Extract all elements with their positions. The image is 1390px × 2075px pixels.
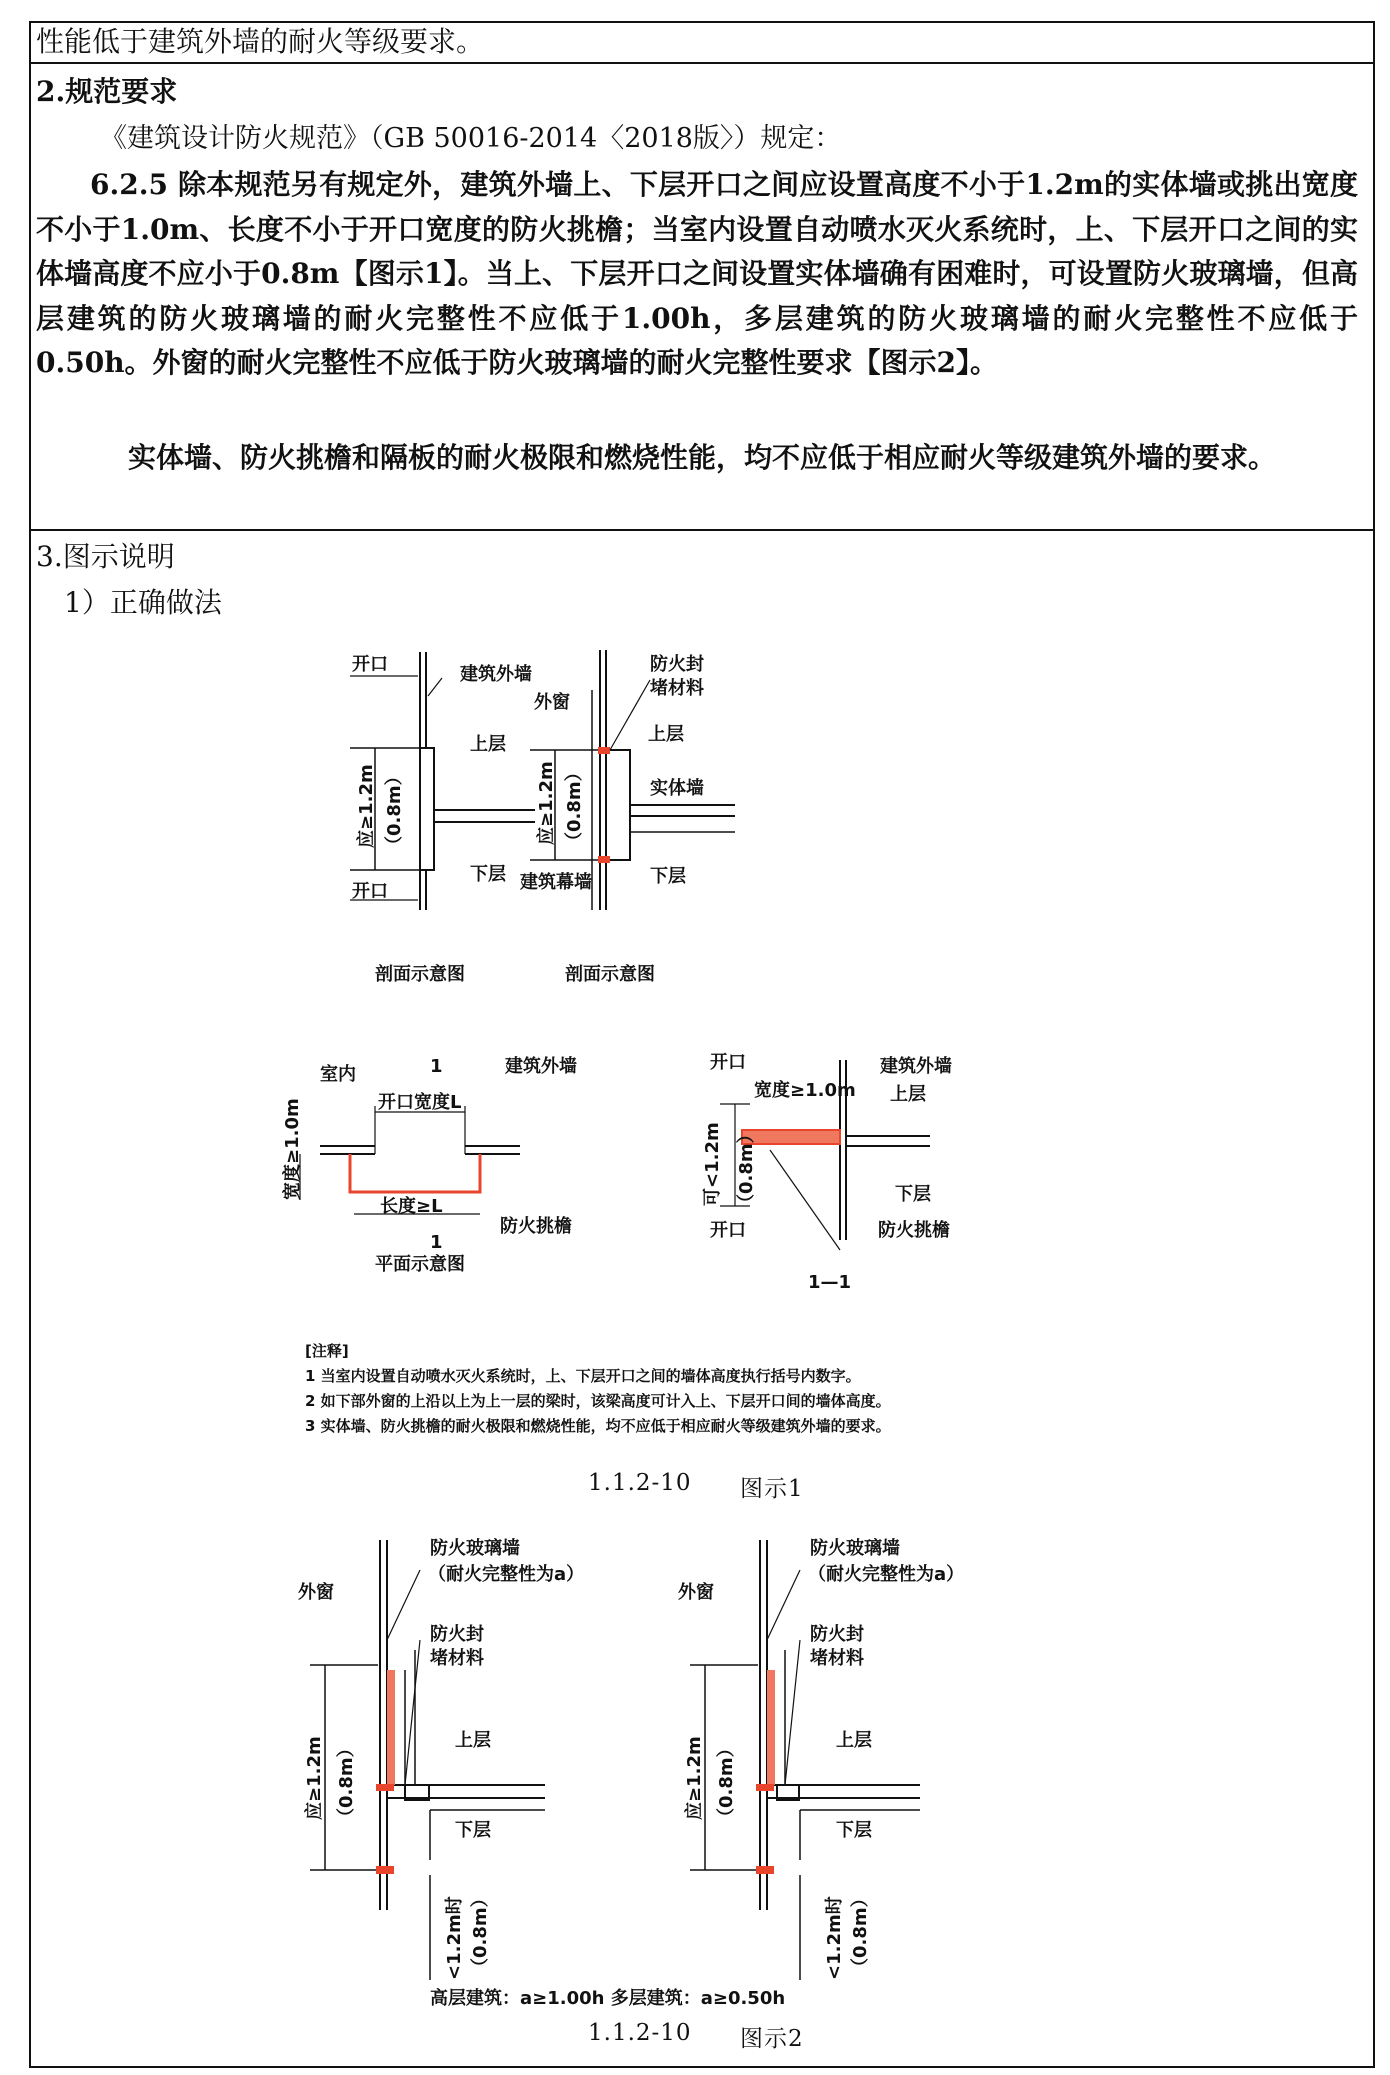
- d2-caption: 剖面示意图: [565, 964, 655, 985]
- f2-right-dim-low-alt: （0.8m）: [850, 1889, 871, 1976]
- f2-left-glass-wall: [387, 1670, 395, 1785]
- figure1-caption-num: 1.1.2-10: [588, 1470, 692, 1496]
- d4-opening-bottom: 开口: [710, 1220, 746, 1241]
- d4-opening-top: 开口: [710, 1052, 746, 1073]
- d2-dim-label: 应≥1.2m: [536, 761, 557, 845]
- f2-bottom-note: 高层建筑：a≥1.00h 多层建筑：a≥0.50h: [430, 1988, 786, 2009]
- f2-left-dim-alt: （0.8m）: [336, 1739, 357, 1826]
- d4-upper-label: 上层: [890, 1084, 926, 1105]
- clause-2-text: 实体墙、防火挑檐和隔板的耐火极限和燃烧性能，均不应低于相应耐火等级建筑外墙的要求。: [128, 441, 1277, 474]
- d3-caption: 平面示意图: [375, 1254, 465, 1275]
- d1-upper-label: 上层: [470, 734, 506, 755]
- d4-dim-label: 可<1.2m: [702, 1122, 723, 1206]
- figure1-diagram: [280, 640, 1030, 1470]
- f2-left-upper-label: 上层: [455, 1730, 491, 1751]
- f2-right-seal-bottom: [756, 1866, 774, 1874]
- section3-subheading: 1）正确做法: [64, 586, 222, 619]
- f2-right-dim-label: 应≥1.2m: [684, 1736, 705, 1820]
- d2-seal-top: [598, 747, 610, 754]
- d2-window-label: 外窗: [534, 692, 570, 713]
- d4-width-label: 宽度≥1.0m: [754, 1080, 856, 1101]
- note-1: 1 当室内设置自动喷水灭火系统时，上、下层开口之间的墙体高度执行括号内数字。: [305, 1367, 861, 1385]
- section2-heading: 2.规范要求: [36, 75, 178, 108]
- f2-left-dim-label: 应≥1.2m: [304, 1736, 325, 1820]
- f2-left-dim-low-alt: （0.8m）: [470, 1889, 491, 1976]
- clause-2: [36, 436, 1358, 481]
- top-line-text: 性能低于建筑外墙的耐火等级要求。: [36, 25, 485, 58]
- d2-curtain-wall-label: 建筑幕墙: [520, 872, 592, 893]
- d2-dim-alt: （0.8m）: [564, 763, 585, 850]
- d3-depth-label: 宽度≥1.0m: [282, 1098, 303, 1200]
- f2-right-lower-label: 下层: [836, 1820, 872, 1841]
- d3-canopy-label: 防火挑檐: [500, 1216, 572, 1237]
- d3-length-label: 长度≥L: [380, 1196, 443, 1217]
- f2-left-seal-label-1: 防火封: [430, 1624, 484, 1645]
- f2-right-seal-label-2: 堵材料: [810, 1648, 864, 1669]
- d1-section-diagram: [350, 652, 535, 910]
- d2-seal-label-2: 堵材料: [650, 678, 704, 699]
- note-2: 2 如下部外窗的上沿以上为上一层的梁时，该梁高度可计入上、下层开口间的墙体高度。: [305, 1392, 891, 1410]
- d4-lower-label: 下层: [895, 1184, 931, 1205]
- d1-wall-label: 建筑外墙: [460, 664, 532, 685]
- section3-heading: 3.图示说明: [36, 540, 175, 573]
- d4-wall-label: 建筑外墙: [880, 1056, 952, 1077]
- figure1-caption: 图示1: [740, 1476, 804, 1502]
- f2-right-window-label: 外窗: [678, 1582, 714, 1603]
- d2-upper-label: 上层: [648, 724, 684, 745]
- d3-canopy-outline: [350, 1154, 480, 1192]
- d1-opening-bottom: 开口: [352, 881, 388, 902]
- d4-dim-alt: （0.8m）: [736, 1125, 757, 1212]
- row-divider-1: [29, 62, 1375, 64]
- d1-opening-top: 开口: [352, 654, 388, 675]
- f2-left-lower-label: 下层: [455, 1820, 491, 1841]
- f2-right-dim-low: <1.2m时: [824, 1896, 845, 1980]
- f2-right-seal-label-1: 防火封: [810, 1624, 864, 1645]
- clause-6-2-5: [36, 163, 1358, 386]
- f2-left-dim-low: <1.2m时: [444, 1896, 465, 1980]
- f2-left-glass-wall-note: （耐火完整性为a）: [428, 1564, 585, 1585]
- f2-right-dim-alt: （0.8m）: [716, 1739, 737, 1826]
- notes-title: [注释]: [305, 1342, 349, 1360]
- f2-right-glass-wall-note: （耐火完整性为a）: [808, 1564, 965, 1585]
- f2-left-seal-label-2: 堵材料: [430, 1648, 484, 1669]
- note-3: 3 实体墙、防火挑檐的耐火极限和燃烧性能，均不应低于相应耐火等级建筑外墙的要求。: [305, 1417, 891, 1435]
- d3-section-mark-top: 1: [430, 1056, 443, 1077]
- d4-canopy-label: 防火挑檐: [878, 1220, 950, 1241]
- d1-dim-alt: （0.8m）: [384, 767, 405, 854]
- figure2-caption: 图示2: [740, 2026, 804, 2052]
- d2-seal-bottom: [598, 856, 610, 863]
- d2-lower-label: 下层: [650, 866, 686, 887]
- d1-lower-label: 下层: [470, 864, 506, 885]
- d3-indoor-label: 室内: [320, 1064, 356, 1085]
- d2-seal-label-1: 防火封: [650, 654, 704, 675]
- f2-left-seal-top: [376, 1784, 394, 1791]
- clause-text: 6.2.5 除本规范另有规定外，建筑外墙上、下层开口之间应设置高度不小于1.2m的实体墙或挑出宽度不小于1.0m、长度不小于开口宽度的防火挑檐；当室内设置自动喷水灭火系统时，上、下层开口之间的实体墙高度不应小于0.8m【图示1】。当上、下层开口之间设置实体墙确有困难时，可设置防火玻璃墙，但高层建筑的防火玻璃墙的耐火完整性不应低于1.00h，多层建筑的防火玻璃墙的耐火完整性不应低于0.50h。外窗的耐火完整性不应低于防火玻璃墙的耐火完整性要求【图示2】。: [36, 168, 1358, 379]
- citation-text: 《建筑设计防火规范》（GB 50016-2014〈2018版〉）规定：: [100, 123, 842, 154]
- row-divider-2: [29, 529, 1375, 531]
- f2-right-upper-label: 上层: [836, 1730, 872, 1751]
- f2-left-glass-wall-label: 防火玻璃墙: [430, 1538, 520, 1559]
- f2-right-glass-wall-label: 防火玻璃墙: [810, 1538, 900, 1559]
- figure2-diagram: [280, 1530, 1100, 2010]
- f2-right-glass-wall: [767, 1670, 775, 1785]
- d2-section-diagram: [530, 650, 735, 910]
- d3-wall-label: 建筑外墙: [505, 1056, 577, 1077]
- d1-caption: 剖面示意图: [375, 964, 465, 985]
- d3-opening-width: 开口宽度L: [378, 1092, 462, 1113]
- d4-caption: 1—1: [808, 1272, 852, 1293]
- figure2-caption-num: 1.1.2-10: [588, 2020, 692, 2046]
- d2-solid-wall-label: 实体墙: [650, 778, 704, 799]
- f2-left-window-label: 外窗: [298, 1582, 334, 1603]
- f2-right-seal-top: [756, 1784, 774, 1791]
- d3-section-mark-bottom: 1: [430, 1232, 443, 1253]
- d1-dim-label: 应≥1.2m: [356, 764, 377, 848]
- f2-left-seal-bottom: [376, 1866, 394, 1874]
